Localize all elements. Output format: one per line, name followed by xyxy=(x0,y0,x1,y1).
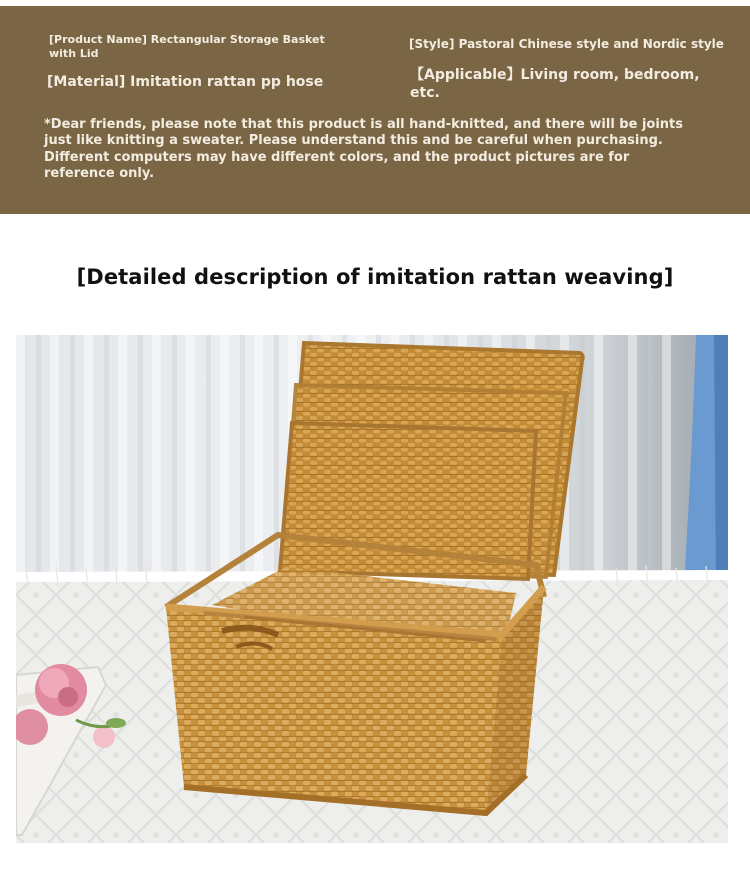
info-banner xyxy=(0,6,750,214)
material-text: [Material] Imitation rattan pp hose xyxy=(47,74,324,90)
product-photo xyxy=(16,335,728,843)
applicable-text: 【Applicable】Living room, bedroom, etc. xyxy=(410,67,700,101)
basket-lid xyxy=(280,343,583,579)
section-heading: [Detailed description of imitation rattan weaving] xyxy=(76,265,674,289)
purchase-note: *Dear friends, please note that this product is all hand-knitted, and there will be joints just like knitting a sweater. Please understand this and be careful when purchasing. Different computers may have different colors, and the product pictures are for reference only. xyxy=(44,117,684,181)
style-text: [Style] Pastoral Chinese style and Nordic style xyxy=(409,37,724,51)
product-name-text: [Product Name] Rectangular Storage Basket with Lid xyxy=(49,33,325,60)
